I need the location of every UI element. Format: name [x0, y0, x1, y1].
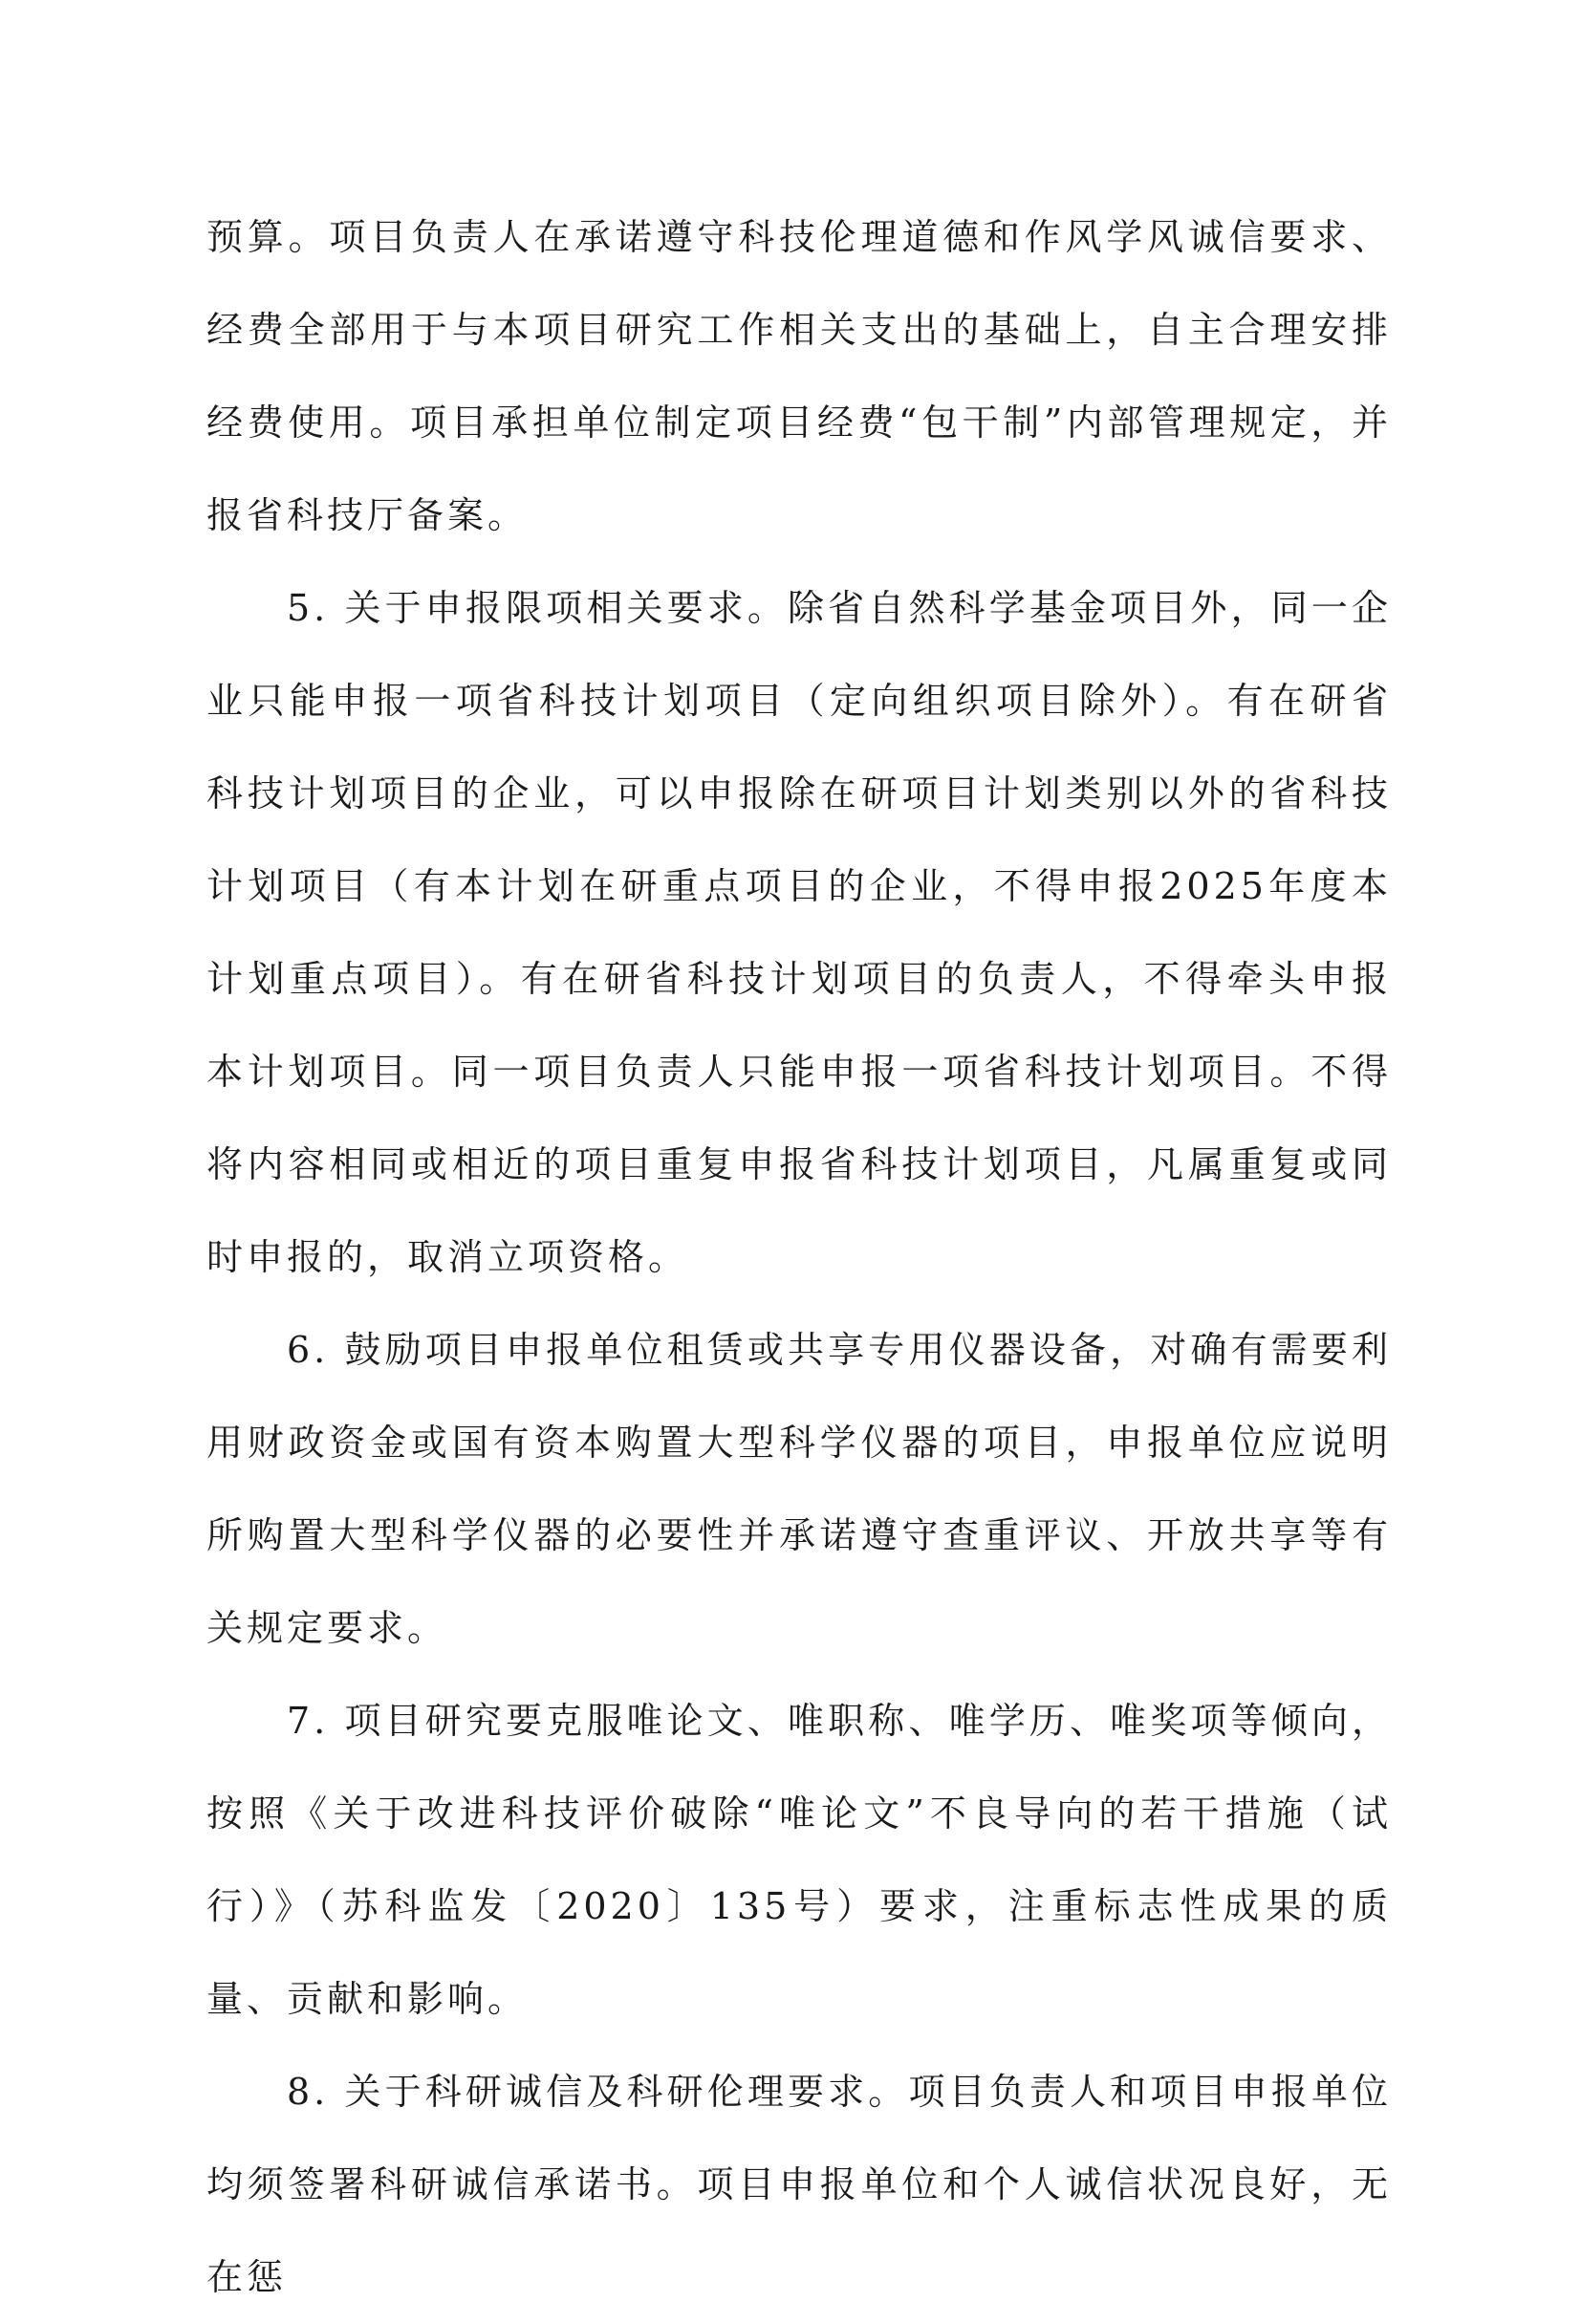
paragraph-item-8: 8. 关于科研诚信及科研伦理要求。项目负责人和项目申报单位均须签署科研诚信承诺书。项目申报单位和个人诚信状况良好，无在惩 [206, 2071, 1392, 2298]
document-body [206, 191, 1392, 2324]
paragraph-item-5: 5. 关于申报限项相关要求。除省自然科学基金项目外，同一企业只能申报一项省科技计划项目（定向组织项目除外）。有在研省科技计划项目的企业，可以申报除在研项目计划类别以外的省科技计划项目（有本计划在研重点项目的企业，不得申报2025年度本计划重点项目）。有在研省科技计划项目的负责人，不得牵头申报本计划项目。同一项目负责人只能申报一项省科技计划项目。不得将内容相同或相近的项目重复申报省科技计划项目，凡属重复或同时申报的，取消立项资格。 [206, 587, 1392, 1278]
paragraph-item-7: 7. 项目研究要克服唯论文、唯职称、唯学历、唯奖项等倾向，按照《关于改进科技评价破除“唯论文”不良导向的若干措施（试行）》（苏科监发〔2020〕135号）要求，注重标志性成果的质量、贡献和影响。 [206, 1700, 1392, 2020]
paragraph-item-6: 6. 鼓励项目申报单位租赁或共享专用仪器设备，对确有需要利用财政资金或国有资本购置大型科学仪器的项目，申报单位应说明所购置大型科学仪器的必要性并承诺遵守查重评议、开放共享等有关规定要求。 [206, 1329, 1392, 1649]
paragraph-budget-continuation: 预算。项目负责人在承诺遵守科技伦理道德和作风学风诚信要求、经费全部用于与本项目研究工作相关支出的基础上，自主合理安排经费使用。项目承担单位制定项目经费“包干制”内部管理规定，并报省科技厅备案。 [206, 216, 1392, 536]
